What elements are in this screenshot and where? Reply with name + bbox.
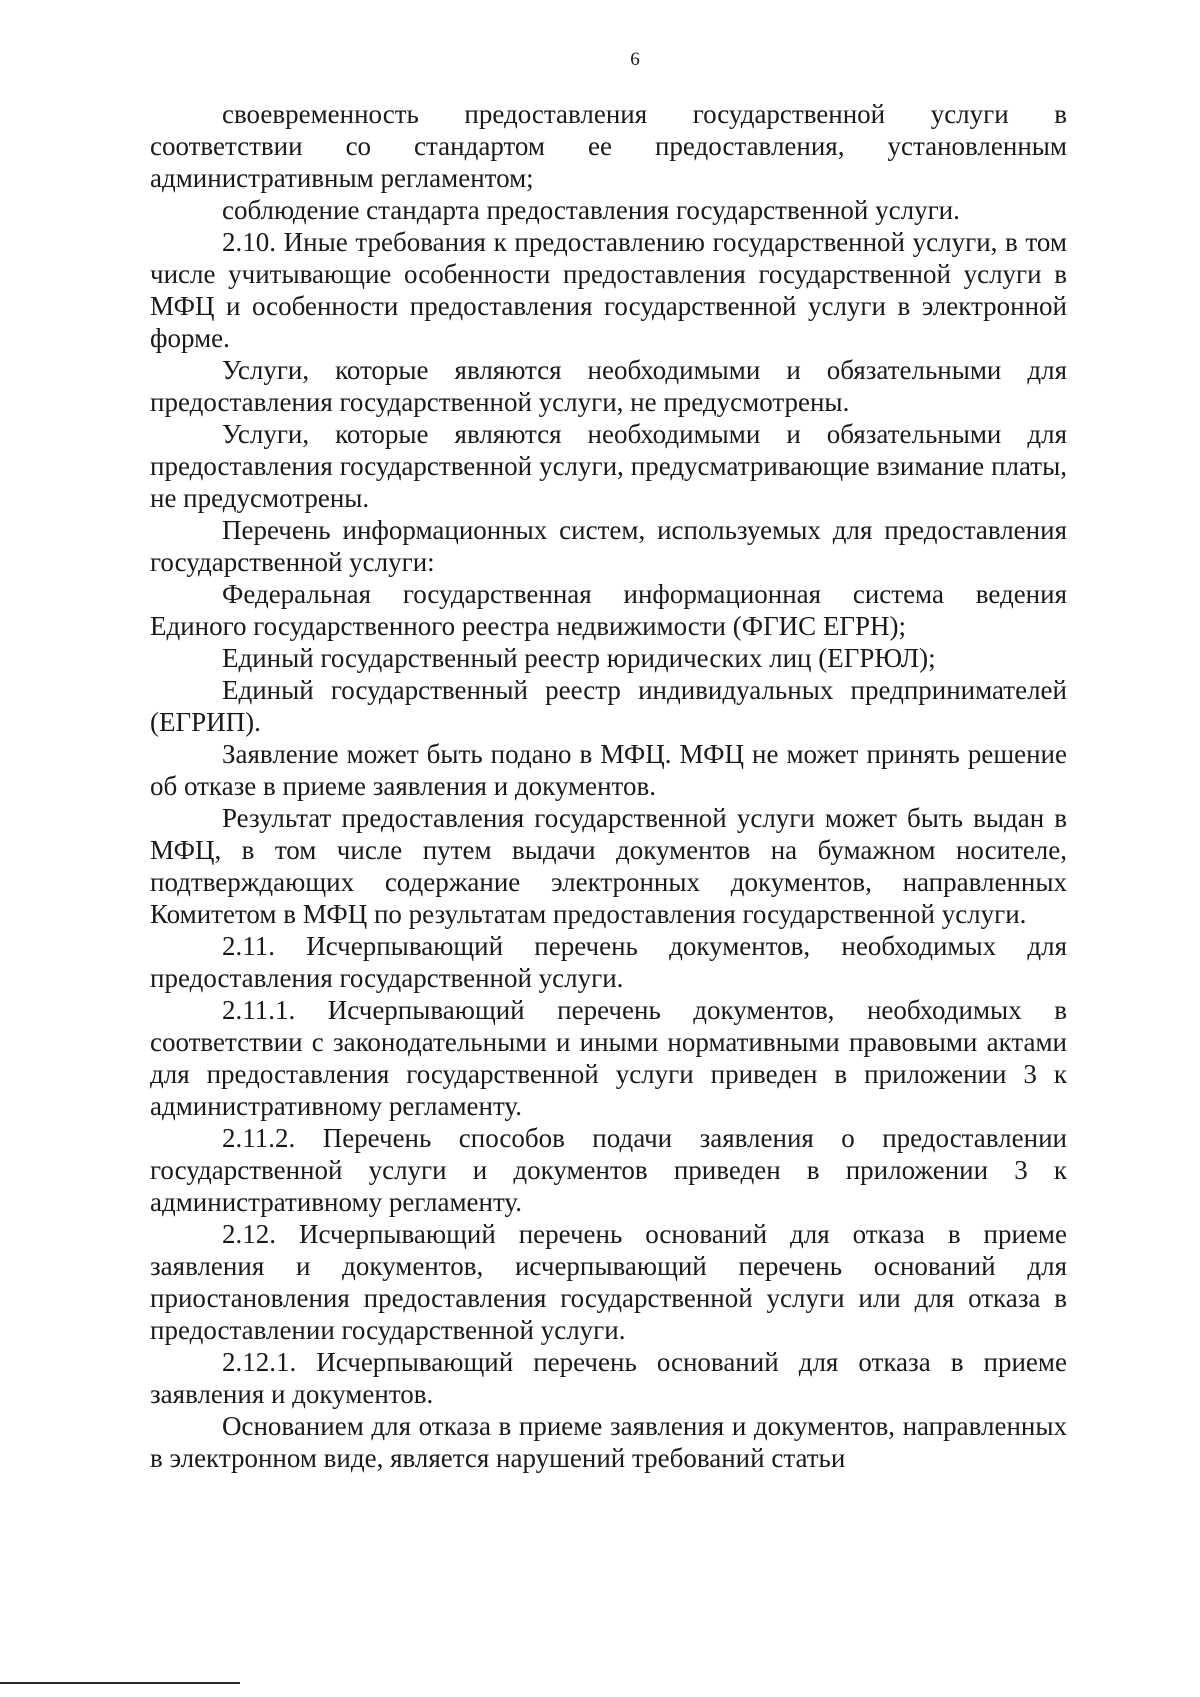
paragraph-standard-compliance: соблюдение стандарта предоставления государственной услуги. bbox=[222, 195, 960, 225]
footnote-rule bbox=[0, 1682, 240, 1684]
paragraph-mfc-application: Заявление может быть подано в МФЦ. МФЦ не может принять решение об отказе в приеме заявления и документов. bbox=[150, 739, 1067, 801]
paragraph-refusal-grounds: Основанием для отказа в приеме заявления и документов, направленных в электронном виде, является нарушений требований статьи bbox=[150, 1411, 1067, 1473]
paragraph-fgis-egrn: Федеральная государственная информационная система ведения Единого государственного реестра недвижимости (ФГИС ЕГРН); bbox=[150, 579, 1067, 641]
paragraph-2-11-1: 2.11.1. Исчерпывающий перечень документов, необходимых в соответствии с законодательными и иными нормативными правовыми актами для предоставления государственной услуги приведен в приложении 3 к административному регламенту. bbox=[150, 995, 1067, 1121]
paragraph-mfc-result: Результат предоставления государственной услуги может быть выдан в МФЦ, в том числе путем выдачи документов на бумажном носителе, подтверждающих содержание электронных документов, направленных Комитетом в МФЦ по результатам предоставления государственной услуги. bbox=[150, 803, 1067, 929]
paragraph-2-12-1: 2.12.1. Исчерпывающий перечень оснований для отказа в приеме заявления и документов. bbox=[150, 1347, 1067, 1409]
page-number: 6 bbox=[630, 49, 640, 70]
paragraph-egrip: Единый государственный реестр индивидуальных предпринимателей (ЕГРИП). bbox=[150, 675, 1067, 737]
paragraph-2-11-2: 2.11.2. Перечень способов подачи заявления о предоставлении государственной услуги и документов приведен в приложении 3 к административному регламенту. bbox=[150, 1123, 1067, 1217]
paragraph-2-11: 2.11. Исчерпывающий перечень документов, необходимых для предоставления государственной услуги. bbox=[150, 931, 1067, 993]
paragraph-timeliness: своевременность предоставления государственной услуги в соответствии со стандартом ее предоставления, установленным административным регламентом; bbox=[150, 99, 1067, 193]
paragraph-egrul: Единый государственный реестр юридических лиц (ЕГРЮЛ); bbox=[222, 643, 936, 673]
paragraph-2-10: 2.10. Иные требования к предоставлению государственной услуги, в том числе учитывающие особенности предоставления государственной услуги в МФЦ и особенности предоставления государственной услуги в электронной форме. bbox=[150, 227, 1067, 353]
paragraph-paid-services: Услуги, которые являются необходимыми и обязательными для предоставления государственной услуги, предусматривающие взимание платы, не предусмотрены. bbox=[150, 419, 1067, 513]
paragraph-info-systems: Перечень информационных систем, используемых для предоставления государственной услуги: bbox=[150, 515, 1067, 577]
paragraph-required-services: Услуги, которые являются необходимыми и обязательными для предоставления государственной услуги, не предусмотрены. bbox=[150, 355, 1067, 417]
paragraph-2-12: 2.12. Исчерпывающий перечень оснований для отказа в приеме заявления и документов, исчерпывающий перечень оснований для приостановления предоставления государственной услуги или для отказа в предоставлении государственной услуги. bbox=[150, 1219, 1067, 1345]
document-body bbox=[150, 98, 1067, 1474]
